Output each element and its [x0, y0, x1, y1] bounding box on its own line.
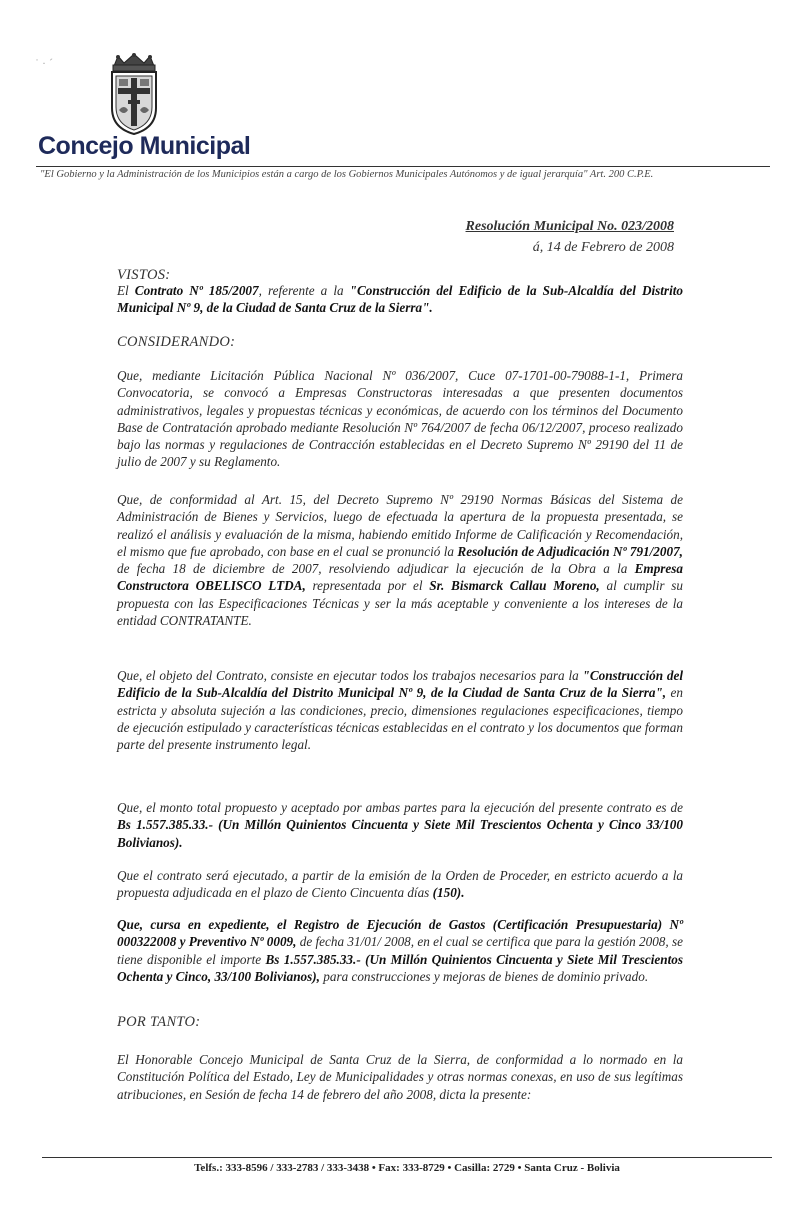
header-divider: [36, 166, 770, 167]
considerando-paragraph-4: Que, el monto total propuesto y aceptado por ambas partes para la ejecución del presente contrato es de Bs 1.557.385.33.- (Un Millón Quinientos Cincuenta y Siete Mil Trescientos Ochenta y Cinco 33/100 Bolivianos).: [117, 800, 683, 850]
resolution-title-text: Resolución Municipal No. 023/2008: [465, 219, 674, 234]
vistos-paragraph: El Contrato Nº 185/2007, referente a la "Construcción del Edificio de la Sub-Alcaldía del Distrito Municipal Nº 9, de la Ciudad de Santa Cruz de la Sierra".: [117, 283, 683, 316]
por-tanto-paragraph: El Honorable Concejo Municipal de Santa Cruz de la Sierra, de conformidad a lo normado en la Constitución Política del Estado, Ley de Municipalidades y otras normas conexas, en uso de sus legítimas atribuciones, en Sesión de fecha 14 de febrero del año 2008, dicta la presente:: [117, 1052, 683, 1102]
footer-divider: [42, 1157, 772, 1158]
considerando-paragraph-1: Que, mediante Licitación Pública Nacional Nº 036/2007, Cuce 07-1701-00-79088-1-1, Primera Convocatoria, se convocó a Empresas Constructoras interesadas a que presenten documentos administrativos, legales y propuestas técnicas y económicas, de acuerdo con los términos del Documento Base de Contratación aprobado mediante Resolución Nº 764/2007 de fecha 06/12/2007, proceso realizado bajo las normas y regulaciones de Contracción establecidas en el Decreto Supremo Nº 29190 del 11 de julio de 2007 y su Reglamento.: [117, 368, 683, 470]
considerando-paragraph-2: Que, de conformidad al Art. 15, del Decreto Supremo Nº 29190 Normas Básicas del Sistema de Administración de Bienes y Servicios, luego de efectuada la apertura de la propuesta presentada, se realizó el análisis y evaluación de la misma, habiendo emitido Informe de Calificación y Recomendación, el mismo que fue aprobado, con base en el cual se pronunció la Resolución de Adjudicación Nº 791/2007, de fecha 18 de diciembre de 2007, resolviendo adjudicar la ejecución de la Obra a la Empresa Constructora OBELISCO LTDA, representada por el Sr. Bismarck Callau Moreno, al cumplir su propuesta con las Especificaciones Técnicas y ser la más aceptable y conveniente a los intereses de la entidad CONTRATANTE.: [117, 492, 683, 629]
coat-of-arms-icon: [104, 52, 164, 136]
heading-por-tanto: POR TANTO:: [117, 1014, 201, 1030]
scan-mark: ˙ · ˊ: [35, 56, 53, 70]
heading-considerando: CONSIDERANDO:: [117, 334, 236, 350]
org-name: Concejo Municipal: [38, 132, 251, 160]
considerando-paragraph-5: Que el contrato será ejecutado, a partir de la emisión de la Orden de Proceder, en estricto acuerdo a la propuesta adjudicada en el plazo de Ciento Cincuenta días (150).: [117, 868, 683, 901]
header-motto: "El Gobierno y la Administración de los Municipios están a cargo de los Gobiernos Municipales Autónomos y de igual jerarquía" Art. 200 C.P.E.: [40, 169, 654, 180]
resolution-title: [440, 219, 674, 235]
resolution-date: á, 14 de Febrero de 2008: [532, 240, 674, 255]
considerando-paragraph-3: Que, el objeto del Contrato, consiste en ejecutar todos los trabajos necesarios para la "Construcción del Edificio de la Sub-Alcaldía del Distrito Municipal Nº 9, de la Ciudad de Santa Cruz de la Sierra", en estricta y absoluta sujeción a las condiciones, precio, dimensiones regulaciones especificaciones, tiempo de ejecución estipulado y características técnicas establecidas en el contrato y los documentos que forman parte del presente instrumento legal.: [117, 668, 684, 753]
heading-vistos: VISTOS:: [117, 267, 171, 283]
considerando-paragraph-6: Que, cursa en expediente, el Registro de Ejecución de Gastos (Certificación Presupuestaria) Nº 000322008 y Preventivo Nº 0009, de fecha 31/01/ 2008, en el cual se certifica que para la gestión 2008, se tiene disponible el importe Bs 1.557.385.33.- (Un Millón Quinientos Cincuenta y Siete Mil Trescientos Ochenta y Cinco, 33/100 Bolivianos), para construcciones y mejoras de bienes de dominio privado.: [117, 917, 683, 984]
footer-contact: Telfs.: 333-8596 / 333-2783 / 333-3438 • Fax: 333-8729 • Casilla: 2729 • Santa Cruz - Bolivia: [194, 1162, 620, 1174]
